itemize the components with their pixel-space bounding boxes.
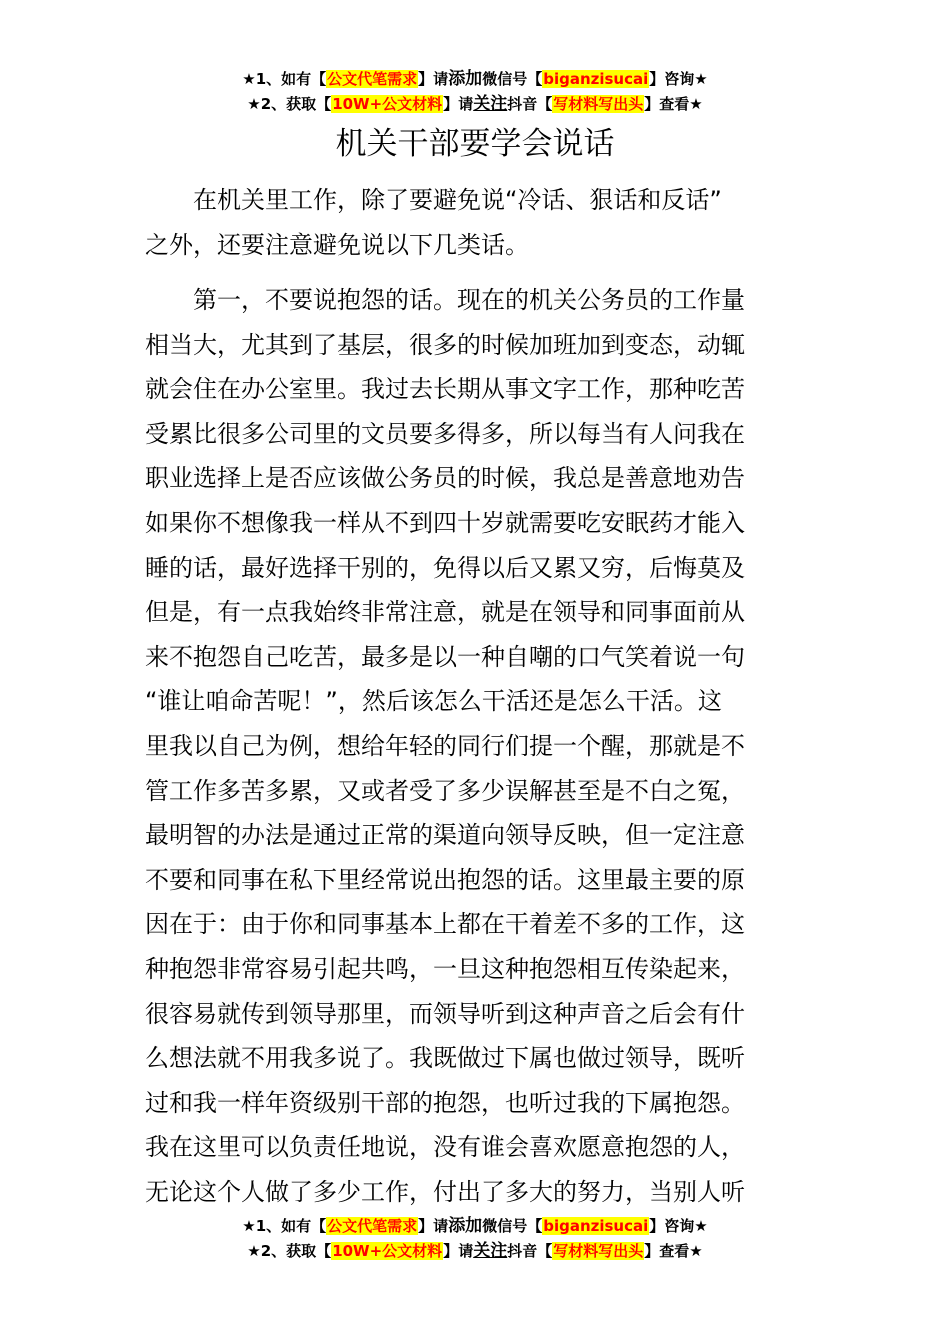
banner-line-1: [0, 1214, 950, 1239]
banner-text: ★2、获取【: [247, 95, 332, 113]
banner-highlight: 公文代笔需求: [327, 70, 418, 88]
text-line: 里我以自己为例，想给年轻的同行们提一个醒，那就是不: [145, 731, 745, 760]
text-line: 来不抱怨自己吃苦，最多是以一种自嘲的口气笑着说一句: [145, 642, 745, 671]
text-line: 管工作多苦多累，又或者受了多少误解甚至是不白之冤，: [145, 776, 745, 805]
banner-highlight: 10W+公文材料: [332, 1242, 443, 1260]
text-line: 不要和同事在私下里经常说出抱怨的话。这里最主要的原: [145, 865, 745, 894]
text-line: 如果你不想像我一样从不到四十岁就需要吃安眠药才能入: [145, 508, 745, 537]
banner-text: ★1、如有【: [242, 70, 327, 88]
banner-line-2: [0, 92, 950, 117]
text-line: 很容易就传到领导那里，而领导听到这种声音之后会有什: [145, 999, 745, 1028]
paragraph: [145, 178, 809, 267]
banner-text: 】请: [418, 1217, 449, 1235]
text-line: 但是，有一点我始终非常注意，就是在领导和同事面前从: [145, 598, 745, 627]
banner-text: 微信号【: [482, 70, 543, 88]
text-line: 我在这里可以负责任地说，没有谁会喜欢愿意抱怨的人，: [145, 1133, 745, 1162]
document-title: 机关干部要学会说话: [335, 126, 615, 162]
text-line: 无论这个人做了多少工作，付出了多大的努力，当别人听: [145, 1177, 745, 1206]
text-line: 最明智的办法是通过正常的渠道向领导反映，但一定注意: [145, 821, 745, 850]
text-line: 受累比很多公司里的文员要多得多，所以每当有人问我在: [145, 419, 745, 448]
text-line: 之外，还要注意避免说以下几类话。: [145, 230, 529, 259]
banner-highlight: 10W+公文材料: [332, 95, 443, 113]
banner-text: 】咨询★: [649, 70, 708, 88]
text-line: 过和我一样年资级别干部的抱怨，也听过我的下属抱怨。: [145, 1088, 745, 1117]
banner-emphasis: 关注: [473, 1241, 508, 1261]
banner-line-1: [0, 67, 950, 92]
text-line: 职业选择上是否应该做公务员的时候，我总是善意地劝告: [145, 464, 745, 493]
banner-text: 抖音【: [507, 1242, 553, 1260]
paragraph: [145, 278, 809, 1214]
banner-emphasis: 添加: [448, 1216, 483, 1236]
banner-text: 微信号【: [482, 1217, 543, 1235]
banner-text: 】请: [443, 95, 474, 113]
header-banner: [0, 67, 950, 117]
text-line: 因在于：由于你和同事基本上都在干着差不多的工作，这: [145, 910, 745, 939]
banner-text: 】请: [443, 1242, 474, 1260]
text-line: 睡的话，最好选择干别的，免得以后又累又穷，后悔莫及: [145, 553, 745, 582]
text-line: 在机关里工作，除了要避免说“冷话、狠话和反话”: [145, 186, 722, 214]
banner-text: 】查看★: [644, 1242, 703, 1260]
banner-text: ★1、如有【: [242, 1217, 327, 1235]
footer-banner: [0, 1214, 950, 1264]
text-line: 么想法就不用我多说了。我既做过下属也做过领导，既听: [145, 1044, 745, 1073]
banner-emphasis: 添加: [448, 69, 483, 89]
banner-wechat-id: biganzisucai: [543, 70, 649, 88]
text-line: 相当大，尤其到了基层，很多的时候加班加到变态，动辄: [145, 330, 745, 359]
banner-text: 】查看★: [644, 95, 703, 113]
banner-text: 抖音【: [507, 95, 553, 113]
text-line: 种抱怨非常容易引起共鸣，一旦这种抱怨相互传染起来，: [145, 954, 745, 983]
text-line: 就会住在办公室里。我过去长期从事文字工作，那种吃苦: [145, 375, 745, 404]
banner-douyin-account: 写材料写出头: [553, 1242, 644, 1260]
banner-wechat-id: biganzisucai: [543, 1217, 649, 1235]
banner-douyin-account: 写材料写出头: [553, 95, 644, 113]
banner-text: 】请: [418, 70, 449, 88]
text-line: 第一，不要说抱怨的话。现在的机关公务员的工作量: [145, 286, 745, 314]
text-line: “谁让咱命苦呢！”，然后该怎么干活还是怎么干活。这: [145, 687, 722, 716]
banner-text: ★2、获取【: [247, 1242, 332, 1260]
banner-emphasis: 关注: [473, 94, 508, 114]
banner-line-2: [0, 1239, 950, 1264]
banner-text: 】咨询★: [649, 1217, 708, 1235]
banner-highlight: 公文代笔需求: [327, 1217, 418, 1235]
